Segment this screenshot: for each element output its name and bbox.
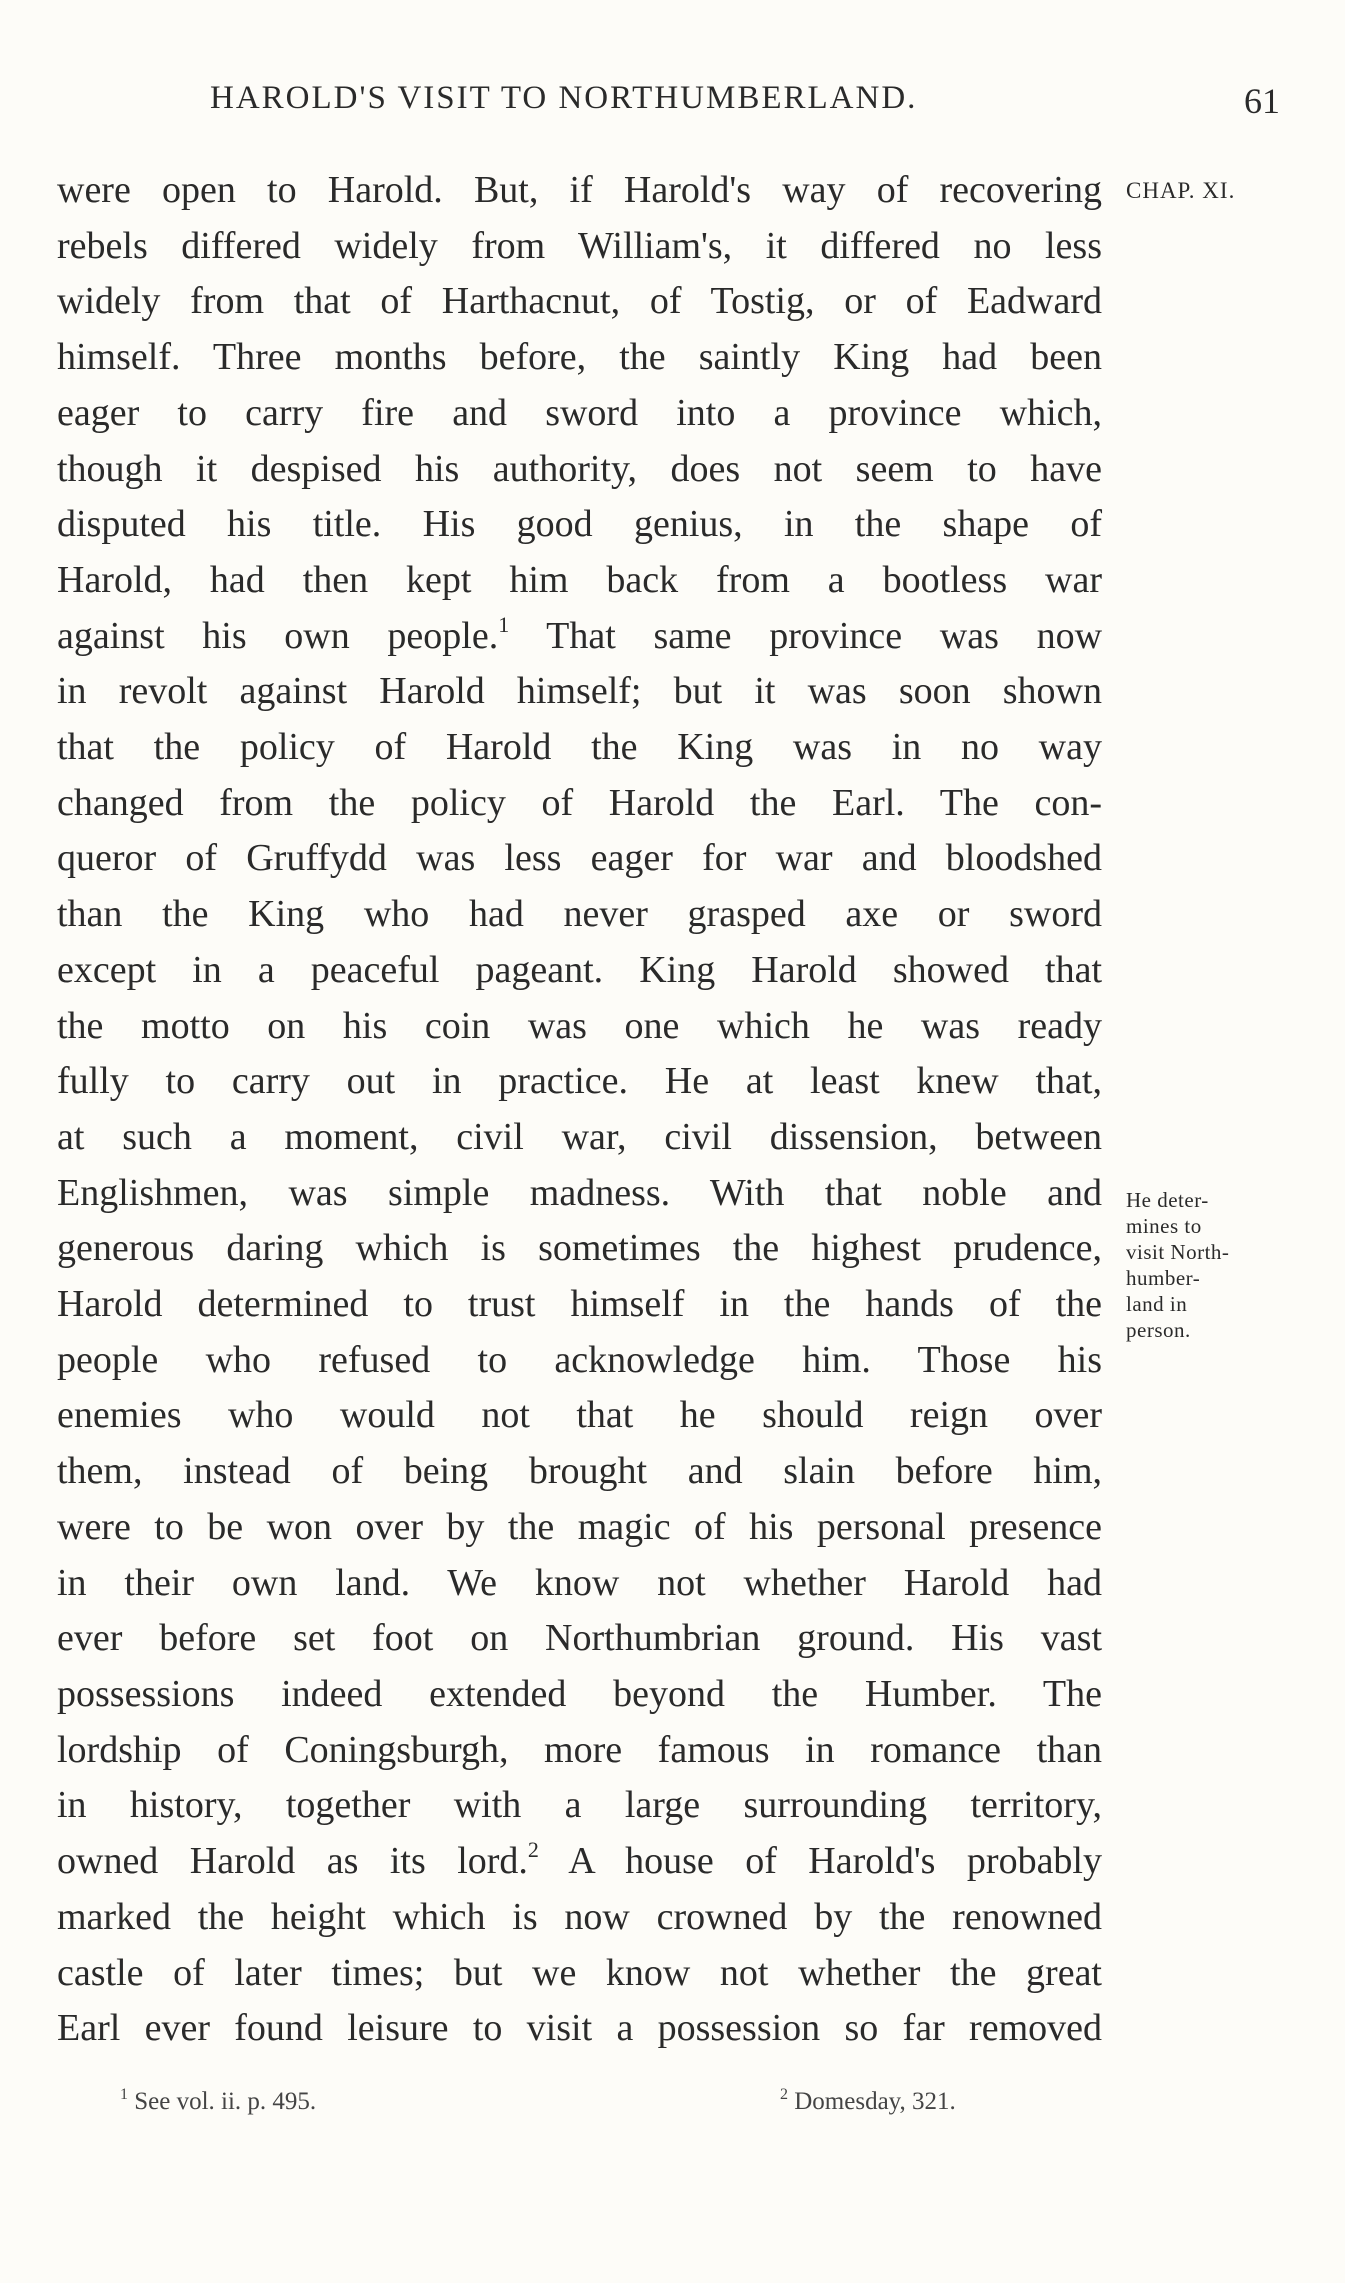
text-line: castle of later times; but we know not whether the great — [57, 1951, 1102, 1994]
text-segment: A house of Harold's probably — [538, 1840, 1102, 1883]
text-line: Harold determined to trust himself in the hands of the — [57, 1283, 1102, 1326]
side-note-line: land in — [1126, 1292, 1188, 1316]
text-line: fully to carry out in practice. He at least knew that, — [57, 1060, 1102, 1103]
text-line: them, instead of being brought and slain before him, — [57, 1450, 1102, 1493]
text-line: possessions indeed extended beyond the Humber. The — [57, 1672, 1102, 1715]
text-segment: That same province was now — [509, 614, 1103, 657]
footnote-1 — [120, 2088, 316, 2116]
text-line: except in a peaceful pageant. King Harold showed that — [57, 948, 1102, 991]
text-line: marked the height which is now crowned by the renowned — [57, 1895, 1102, 1938]
footnote-text: Domesday, 321. — [788, 2088, 956, 2115]
text-line: were open to Harold. But, if Harold's way of recovering — [57, 169, 1102, 211]
page-number: 61 — [1244, 81, 1280, 121]
text-line: than the King who had never grasped axe or sword — [57, 893, 1102, 936]
text-line: Earl ever found leisure to visit a possession so far removed — [57, 2007, 1102, 2050]
text-line — [57, 1834, 1102, 1890]
text-line: people who refused to acknowledge him. Those his — [57, 1338, 1102, 1381]
footnote-2 — [780, 2088, 956, 2116]
side-note-line: humber- — [1126, 1266, 1201, 1290]
footnote-mark: 2 — [780, 2086, 788, 2103]
text-line: changed from the policy of Harold the Earl. The con- — [57, 781, 1102, 824]
text-line: enemies who would not that he should reign over — [57, 1394, 1102, 1437]
text-line: that the policy of Harold the King was in no way — [57, 726, 1102, 769]
text-line: generous daring which is sometimes the highest prudence, — [57, 1227, 1102, 1270]
footnote-ref[interactable]: 1 — [498, 611, 510, 637]
text-line: Englishmen, was simple madness. With that noble and — [57, 1171, 1102, 1214]
side-note-line: visit North- — [1126, 1240, 1230, 1264]
body-text — [57, 163, 1102, 2057]
footnote-ref[interactable]: 2 — [527, 1837, 539, 1863]
margin-chapter-label: CHAP. XI. — [1126, 178, 1236, 203]
side-note-line: person. — [1126, 1318, 1191, 1342]
text-line: eager to carry fire and sword into a province which, — [57, 391, 1102, 434]
footnote-mark: 1 — [120, 2086, 128, 2103]
text-line: though it despised his authority, does not seem to have — [57, 447, 1102, 490]
text-line: rebels differed widely from William's, it differed no less — [57, 224, 1102, 267]
running-header — [200, 70, 1280, 130]
text-line: queror of Gruffydd was less eager for war and bloodshed — [57, 837, 1102, 880]
margin-side-note — [1126, 1187, 1326, 1343]
text-line: himself. Three months before, the saintly King had been — [57, 336, 1102, 379]
footnote-text: See vol. ii. p. 495. — [128, 2088, 317, 2115]
text-line — [57, 609, 1102, 665]
side-note-line: mines to — [1126, 1214, 1202, 1238]
text-line: Harold, had then kept him back from a bootless war — [57, 558, 1102, 601]
text-line: the motto on his coin was one which he was ready — [57, 1004, 1102, 1047]
text-line: in their own land. We know not whether Harold had — [57, 1561, 1102, 1604]
side-note-line: He deter- — [1126, 1188, 1209, 1212]
text-line: ever before set foot on Northumbrian ground. His vast — [57, 1617, 1102, 1660]
text-segment: owned Harold as its lord. — [57, 1840, 528, 1883]
text-line: were to be won over by the magic of his personal presence — [57, 1505, 1102, 1548]
text-line: widely from that of Harthacnut, of Tostig, or of Eadward — [57, 280, 1102, 323]
text-segment: against his own people. — [57, 614, 499, 657]
text-line: disputed his title. His good genius, in the shape of — [57, 503, 1102, 546]
text-line: at such a moment, civil war, civil dissension, between — [57, 1115, 1102, 1158]
text-line: lordship of Coningsburgh, more famous in romance than — [57, 1728, 1102, 1771]
text-line: in history, together with a large surrounding territory, — [57, 1784, 1102, 1827]
running-title: HAROLD'S VISIT TO NORTHUMBERLAND. — [210, 80, 918, 116]
text-line: in revolt against Harold himself; but it was soon shown — [57, 670, 1102, 713]
